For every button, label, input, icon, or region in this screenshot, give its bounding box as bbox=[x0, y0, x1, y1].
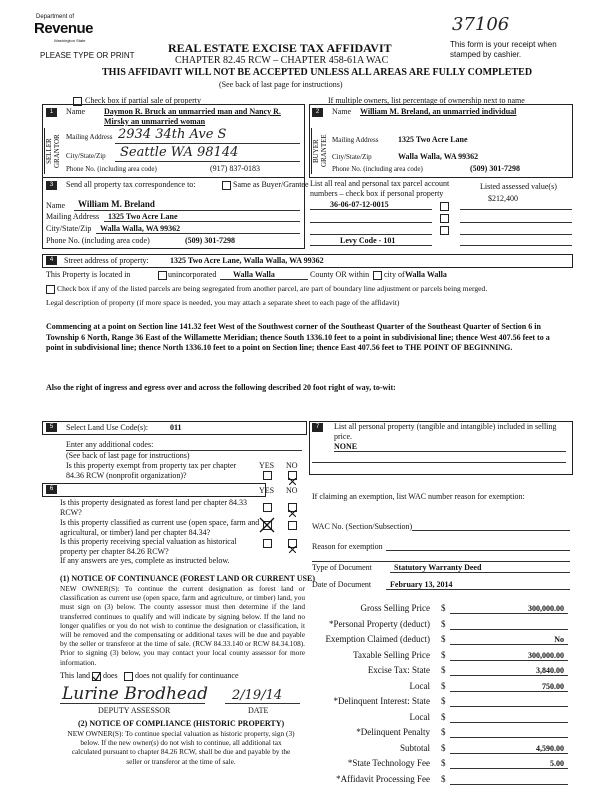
historic-question: Is this property receiving special valuation as historical property per chapter 84.26 RCW? bbox=[60, 537, 237, 556]
easement-text[interactable]: Also the right of ingress and egress over and across the following described 20 foot right of way, to-wit: bbox=[46, 383, 396, 392]
levy-code: Levy Code - 101 bbox=[340, 236, 396, 245]
city-value[interactable]: Walla Walla bbox=[405, 270, 447, 279]
doc-type-label: Type of Document bbox=[312, 563, 372, 572]
seller-address-value[interactable]: 2934 34th Ave S bbox=[118, 127, 227, 142]
forest-land-question: Is this property designated as forest land per chapter 84.33 RCW? bbox=[60, 498, 248, 517]
historic-yes-checkbox[interactable] bbox=[263, 539, 272, 548]
notice-compliance-title: (2) NOTICE OF COMPLIANCE (HISTORIC PROPERTY) bbox=[78, 719, 285, 728]
doc-date-label: Date of Document bbox=[312, 580, 372, 589]
totals-row-label: Taxable Selling Price bbox=[353, 650, 430, 660]
additional-codes-note: (See back of last page for instructions) bbox=[66, 451, 190, 460]
totals-row-value[interactable]: 300,000.00 bbox=[528, 604, 564, 613]
totals-row-value[interactable]: 3,840.00 bbox=[536, 666, 564, 675]
deputy-assessor-label: DEPUTY ASSESSOR bbox=[98, 706, 171, 715]
correspondence-city-value[interactable]: Walla Walla, WA 99362 bbox=[100, 224, 181, 233]
doc-type-value[interactable]: Statutory Warranty Deed bbox=[394, 563, 482, 572]
section-5-number: 5 bbox=[46, 423, 57, 432]
dollar-sign: $ bbox=[441, 650, 446, 660]
section-4-number: 4 bbox=[46, 256, 57, 265]
buyer-address-value[interactable]: 1325 Two Acre Lane bbox=[398, 135, 468, 144]
totals-row-label: *Delinquent Penalty bbox=[356, 727, 430, 737]
segregated-label: Check box if any of the listed parcels are being segregated from another parcel, are part of boundary line adjustment or parcels being merged. bbox=[57, 284, 488, 293]
land-use-value[interactable]: 011 bbox=[170, 423, 182, 432]
dollar-sign: $ bbox=[441, 727, 446, 737]
section-2-number: 2 bbox=[312, 108, 323, 117]
handwritten-number: 37106 bbox=[452, 14, 510, 35]
county-or-within-label: County OR within bbox=[310, 270, 370, 279]
unincorporated-label: unincorporated bbox=[168, 270, 217, 279]
q-no-header: NO bbox=[286, 486, 298, 495]
notice-continuance-text: NEW OWNER(S): To continue the current designation as forest land or classification as current use (open space, farm and agriculture, or timber) land, you must sign on (3) below. The county assessor must then determine if the land transferred continues to qualify and will indicate by signing below. If the land no longer qualifies or you do not wish to continue the designation or classification, it will be removed and the compensating or additional taxes will be due and payable by the seller or transferor at the time of sale. (RCW 84.33.140 or RCW 84.34.108). Prior to signing (3) below, you may contact your local county assessor for more information. bbox=[60, 584, 305, 667]
exemption-label: If claiming an exemption, list WAC number reason for exemption: bbox=[312, 492, 525, 501]
seller-address-label: Mailing Address bbox=[66, 133, 113, 141]
forest-yes-checkbox[interactable] bbox=[263, 503, 272, 512]
wac-label: WAC No. (Section/Subsection) bbox=[312, 522, 413, 531]
exempt-yes-header: YES bbox=[259, 461, 275, 470]
dollar-sign: $ bbox=[441, 603, 446, 613]
please-type-label: PLEASE TYPE OR PRINT bbox=[40, 51, 135, 60]
parcel-3-personal-checkbox[interactable] bbox=[440, 226, 449, 235]
street-address-value[interactable]: 1325 Two Acre Lane, Walla Walla, WA 99362 bbox=[170, 256, 324, 265]
buyer-address-label: Mailing Address bbox=[332, 136, 379, 144]
same-as-buyer-label: Same as Buyer/Grantee bbox=[233, 180, 309, 189]
totals-row-value[interactable]: 5.00 bbox=[550, 759, 564, 768]
correspondence-phone-label: Phone No. (including area code) bbox=[46, 236, 150, 245]
totals-row-label: *Affidavit Processing Fee bbox=[336, 774, 430, 784]
dollar-sign: $ bbox=[441, 634, 446, 644]
located-in-label: This Property is located in bbox=[46, 270, 131, 279]
section-3-number: 3 bbox=[46, 181, 57, 190]
dollar-sign: $ bbox=[441, 665, 446, 675]
notice-continuance-title: (1) NOTICE OF CONTINUANCE (FOREST LAND OR CURRENT USE) bbox=[60, 574, 315, 583]
does-not-label: does not qualify for continuance bbox=[135, 671, 239, 680]
correspondence-name-value[interactable]: William M. Breland bbox=[78, 199, 155, 209]
form-warning: THIS AFFIDAVIT WILL NOT BE ACCEPTED UNLESS ALL AREAS ARE FULLY COMPLETED bbox=[102, 67, 533, 78]
personal-property-value[interactable]: NONE bbox=[334, 442, 358, 451]
same-as-buyer-checkbox[interactable] bbox=[222, 181, 231, 190]
partial-sale-label: Check box if partial sale of property bbox=[85, 96, 201, 105]
totals-row-label: *Delinquent Interest: State bbox=[333, 696, 430, 706]
handwritten-x-icon bbox=[258, 516, 276, 534]
assessed-header: Listed assessed value(s) bbox=[480, 182, 557, 191]
legal-description-text[interactable]: Commencing at a point on Section line 141.32 feet West of the Southwest corner of the Southeast Quarter of the Southeast Quarter of Section 6 in Township 6 North, Range 36 East of the Willamette Meridian; thence South 1336.10 feet to a point in subdivisional line; thence West 407.56 feet to a point in subdivisional line; thence North 1336.10 feet to a point on Section line; thence East 407.56 feet to THE POINT OF BEGINNING. bbox=[46, 322, 550, 352]
section-6-number: 6 bbox=[46, 485, 57, 494]
totals-row-value[interactable]: 4,590.00 bbox=[536, 744, 564, 753]
exempt-no-checkbox[interactable] bbox=[288, 471, 297, 480]
totals-row-value[interactable]: 750.00 bbox=[542, 682, 564, 691]
notice-compliance-text: NEW OWNER(S): To continue special valuation as historic property, sign (3) below. If the new owner(s) do not wish to continue, all additional tax calculated pursuant to chapter 84.26 RCW, shall be due and payable by the seller or transferor at the time of sale. bbox=[67, 729, 295, 766]
totals-row-label: Subtotal bbox=[399, 743, 430, 753]
send-to-label: Send all property tax correspondence to: bbox=[66, 180, 196, 189]
personal-property-label: List all personal property (tangible and intangible) included in selling price. bbox=[334, 422, 557, 441]
city-of-label: city of bbox=[384, 270, 405, 279]
totals-row-label: Local bbox=[409, 712, 430, 722]
assessor-signature-date: 2/19/14 bbox=[232, 688, 283, 703]
seller-phone-label: Phone No. (including area code) bbox=[66, 165, 157, 173]
q-yes-header: YES bbox=[259, 486, 275, 495]
unincorporated-checkbox[interactable] bbox=[158, 271, 167, 280]
dollar-sign: $ bbox=[441, 712, 446, 722]
current-use-question: Is this property classified as current use (open space, farm and agricultural, or timber) land per chapter 84.34? bbox=[60, 518, 260, 537]
historic-no-checkbox[interactable] bbox=[288, 539, 297, 548]
correspondence-address-value[interactable]: 1325 Two Acre Lane bbox=[108, 212, 178, 221]
dor-logo bbox=[30, 14, 105, 48]
does-not-qualify-checkbox[interactable] bbox=[124, 672, 133, 681]
seller-name-label: Name bbox=[66, 107, 86, 116]
correspondence-city-label: City/State/Zip bbox=[46, 224, 92, 233]
exempt-question: Is this property exempt from property tax per chapter 84.36 RCW (nonprofit organization)? bbox=[66, 461, 237, 480]
additional-codes-label: Enter any additional codes: bbox=[66, 440, 154, 449]
logo-top-text: Department of bbox=[36, 14, 75, 20]
totals-row-label: Exemption Claimed (deduct) bbox=[325, 634, 430, 644]
seller-city-value[interactable]: Seattle WA 98144 bbox=[120, 145, 239, 160]
totals-row-value[interactable]: 300,000.00 bbox=[528, 651, 564, 660]
totals-row-value[interactable]: No bbox=[554, 635, 564, 644]
logo-sub-text: Washington State bbox=[54, 38, 86, 43]
doc-date-value[interactable]: February 13, 2014 bbox=[390, 580, 453, 589]
city-checkbox[interactable] bbox=[373, 271, 382, 280]
reason-label: Reason for exemption bbox=[312, 542, 383, 551]
exempt-yes-checkbox[interactable] bbox=[263, 471, 272, 480]
correspondence-name-label: Name bbox=[46, 201, 66, 210]
section-1-number: 1 bbox=[46, 108, 57, 117]
totals-row-label: *State Technology Fee bbox=[347, 758, 430, 768]
parcel-number-value[interactable]: 36-06-07-12-0015 bbox=[330, 200, 389, 209]
check-x-icon bbox=[289, 510, 296, 517]
buyer-city-label: City/State/Zip bbox=[332, 153, 372, 161]
totals-row-label: Local bbox=[409, 681, 430, 691]
this-land-label: This land bbox=[60, 671, 90, 680]
totals-row-label: Gross Selling Price bbox=[360, 603, 430, 613]
see-back-note: (See back of last page for instructions) bbox=[219, 80, 343, 89]
parcel-1-personal-checkbox[interactable] bbox=[440, 202, 449, 211]
form-title: REAL ESTATE EXCISE TAX AFFIDAVIT bbox=[168, 41, 392, 55]
segregated-checkbox[interactable] bbox=[46, 285, 55, 294]
buyer-side-label: BUYER GRANTEE bbox=[311, 128, 326, 174]
assessed-value[interactable]: $212,400 bbox=[488, 194, 518, 203]
totals-row-label: *Personal Property (deduct) bbox=[329, 619, 430, 629]
form-chapter: CHAPTER 82.45 RCW – CHAPTER 458-61A WAC bbox=[175, 55, 389, 66]
dollar-sign: $ bbox=[441, 681, 446, 691]
dollar-sign: $ bbox=[441, 696, 446, 706]
buyer-phone-value[interactable]: (509) 301-7298 bbox=[470, 164, 520, 173]
exempt-no-header: NO bbox=[286, 461, 298, 470]
seller-side-label: SELLER GRANTOR bbox=[44, 128, 59, 174]
assessor-signature: Lurine Brodhead bbox=[62, 684, 208, 704]
multiple-owners-note: If multiple owners, list percentage of ownership next to name bbox=[328, 96, 525, 105]
current-use-no-checkbox[interactable] bbox=[288, 521, 297, 530]
receipt-note: This form is your receipt when stamped by cashier. bbox=[450, 40, 557, 59]
buyer-name-label: Name bbox=[332, 107, 352, 116]
check-x-icon bbox=[289, 546, 296, 553]
section-7-number: 7 bbox=[312, 423, 323, 432]
buyer-city-value[interactable]: Walla Walla, WA 99362 bbox=[398, 152, 479, 161]
answers-note: If any answers are yes, complete as instructed below. bbox=[60, 556, 230, 565]
forest-no-checkbox[interactable] bbox=[288, 503, 297, 512]
county-value[interactable]: Walla Walla bbox=[233, 270, 275, 279]
current-use-yes-checkbox[interactable] bbox=[263, 521, 272, 530]
seller-name-value[interactable]: Daymon R. Bruck an unmarried man and Nancy R. Mirsky an unmarried woman bbox=[104, 107, 281, 126]
parcel-2-personal-checkbox[interactable] bbox=[440, 214, 449, 223]
street-address-label: Street address of property: bbox=[64, 256, 149, 265]
correspondence-address-label: Mailing Address bbox=[46, 212, 100, 221]
check-mark-icon bbox=[92, 672, 101, 681]
totals-row-label: Excise Tax: State bbox=[367, 665, 430, 675]
parcel-header: List all real and personal tax parcel account numbers – check box if personal property bbox=[310, 179, 450, 198]
dollar-sign: $ bbox=[441, 774, 446, 784]
seller-phone-value[interactable]: (917) 837-0183 bbox=[210, 164, 260, 173]
logo-name: Revenue bbox=[34, 20, 94, 37]
dollar-sign: $ bbox=[441, 758, 446, 768]
legal-description-label: Legal description of property (if more space is needed, you may attach a separate sheet to each page of the affidavit) bbox=[46, 298, 400, 307]
correspondence-phone-value[interactable]: (509) 301-7298 bbox=[185, 236, 235, 245]
seller-city-label: City/State/Zip bbox=[66, 152, 106, 160]
dollar-sign: $ bbox=[441, 619, 446, 629]
does-label: does bbox=[103, 671, 118, 680]
dollar-sign: $ bbox=[441, 743, 446, 753]
date-label: DATE bbox=[248, 706, 269, 715]
does-qualify-checkbox[interactable] bbox=[92, 672, 101, 681]
section-6-header-box bbox=[42, 483, 266, 497]
check-x-icon bbox=[289, 478, 296, 485]
buyer-phone-label: Phone No. (including area code) bbox=[332, 165, 423, 173]
land-use-label: Select Land Use Code(s): bbox=[66, 423, 148, 432]
buyer-name-value[interactable]: William M. Breland, an unmarried individual bbox=[360, 107, 517, 116]
